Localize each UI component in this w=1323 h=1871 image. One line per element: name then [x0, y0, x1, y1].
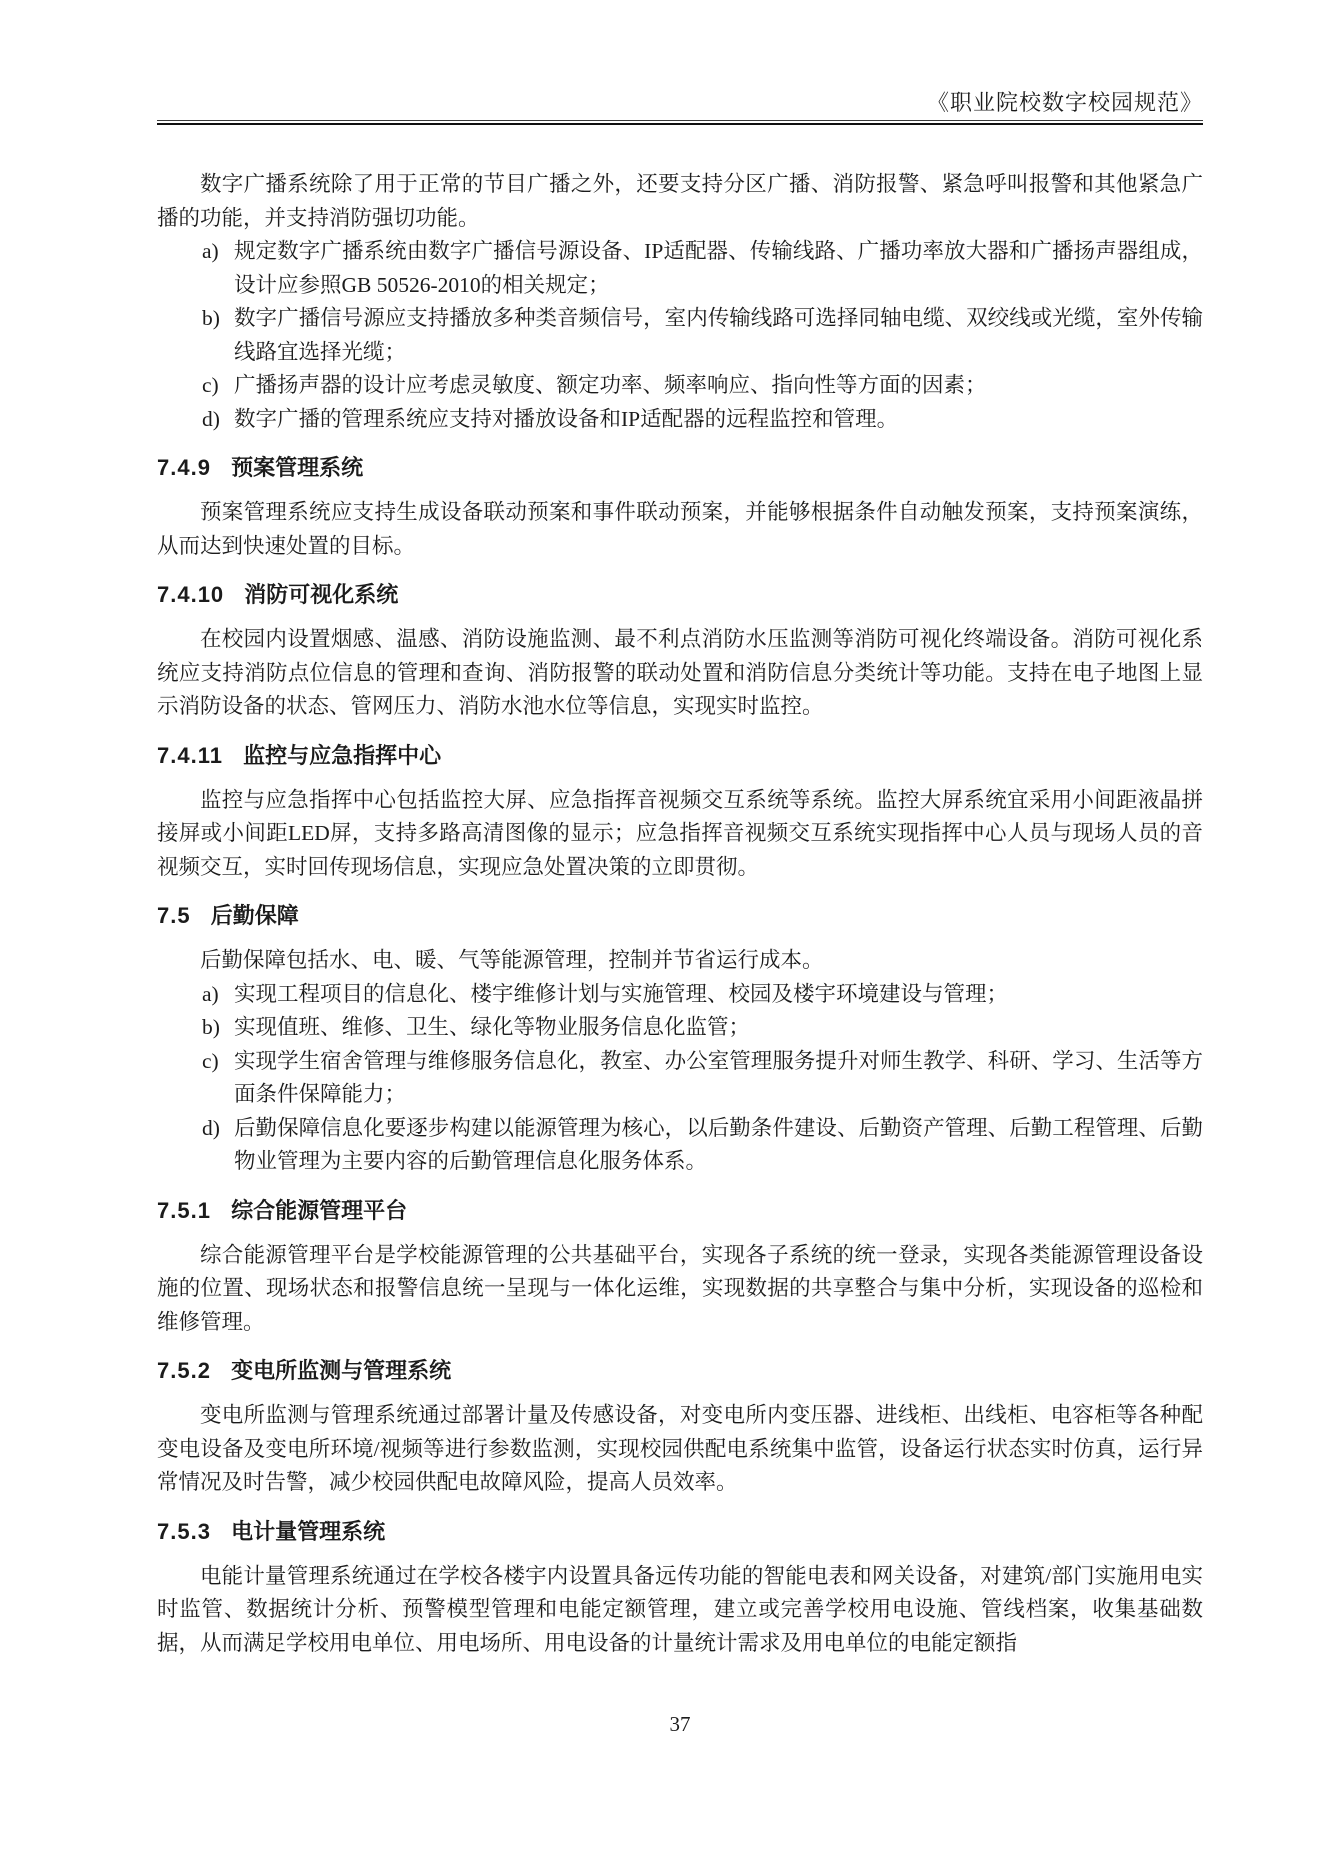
list-item-label: d): [202, 1115, 220, 1140]
section-heading-7-4-9: [157, 451, 1203, 484]
section-number: 7.5: [157, 903, 191, 928]
list-item: [157, 1112, 1203, 1179]
list-item-text: 数字广播的管理系统应支持对播放设备和IP适配器的远程监控和管理。: [234, 406, 899, 431]
list-item-label: b): [202, 306, 220, 330]
paragraph-7-5-3: 电能计量管理系统通过在学校各楼宇内设置具备远传功能的智能电表和网关设备，对建筑/部门实施用电实时监管、数据统计分析、预警模型管理和电能定额管理，建立或完善学校用电设施、管线档案，收集基础数据，从而满足学校用电单位、用电场所、用电设备的计量统计需求及用电单位的电能定额指: [157, 1563, 1203, 1655]
list-item-text: 数字广播信号源应支持播放多种类音频信号，室内传输线路可选择同轴电缆、双绞线或光缆，室外传输线路宜选择光缆；: [234, 306, 1203, 364]
paragraph-7-4-10: 在校园内设置烟感、温感、消防设施监测、最不利点消防水压监测等消防可视化终端设备。消防可视化系统应支持消防点位信息的管理和查询、消防报警的联动处置和消防信息分类统计等功能。支持在电子地图上显示消防设备的状态、管网压力、消防水池水位等信息，实现实时监控。: [157, 627, 1203, 718]
section-heading-7-5-2: [157, 1354, 1203, 1387]
section-heading-7-4-11: [157, 739, 1203, 772]
list-item-label: a): [202, 981, 219, 1006]
list-item: [157, 1011, 1203, 1045]
section-title: 监控与应急指挥中心: [243, 742, 442, 768]
section-number: 7.4.10: [157, 582, 225, 607]
list-item-text: 实现工程项目的信息化、楼宇维修计划与实施管理、校园及楼宇环境建设与管理；: [234, 981, 1009, 1006]
list-item-label: c): [202, 373, 219, 397]
list-broadcast: [157, 235, 1203, 436]
paragraph-7-5-1: 综合能源管理平台是学校能源管理的公共基础平台，实现各子系统的统一登录，实现各类能源管理设备设施的位置、现场状态和报警信息统一呈现与一体化运维，实现数据的共享整合与集中分析，实现设备的巡检和维修管理。: [157, 1242, 1203, 1334]
list-item-text: 实现学生宿舍管理与维修服务信息化，教室、办公室管理服务提升对师生教学、科研、学习、生活等方面条件保障能力；: [234, 1048, 1203, 1106]
paragraph-7-5-2: 变电所监测与管理系统通过部署计量及传感设备，对变电所内变压器、进线柜、出线柜、电容柜等各种配变电设备及变电所环境/视频等进行参数监测，实现校园供配电系统集中监管，设备运行状态实时仿真，运行异常情况及时告警，减少校园供配电故障风险，提高人员效率。: [157, 1403, 1203, 1494]
page-number: 37: [669, 1712, 691, 1736]
list-item: [157, 302, 1203, 369]
section-title: 后勤保障: [210, 903, 299, 928]
paragraph-7-5: 后勤保障包括水、电、暖、气等能源管理，控制并节省运行成本。: [200, 948, 824, 972]
section-heading-7-4-10: [157, 578, 1203, 611]
list-item-text: 后勤保障信息化要逐步构建以能源管理为核心，以后勤条件建设、后勤资产管理、后勤工程管理、后勤物业管理为主要内容的后勤管理信息化服务体系。: [234, 1115, 1203, 1173]
section-heading-7-5-1: [157, 1194, 1203, 1227]
section-title: 电计量管理系统: [231, 1518, 386, 1544]
section-number: 7.5.3: [157, 1518, 211, 1544]
list-item: [157, 978, 1203, 1012]
list-item: [157, 1045, 1203, 1112]
paragraph-intro: 数字广播系统除了用于正常的节目广播之外，还要支持分区广播、消防报警、紧急呼叫报警和其他紧急广播的功能，并支持消防强切功能。: [157, 172, 1203, 230]
page-footer: [157, 1712, 1203, 1737]
paragraph-7-4-11: 监控与应急指挥中心包括监控大屏、应急指挥音视频交互系统等系统。监控大屏系统宜采用小间距液晶拼接屏或小间距LED屏，支持多路高清图像的显示；应急指挥音视频交互系统实现指挥中心人员与现场人员的音视频交互，实时回传现场信息，实现应急处置决策的立即贯彻。: [157, 787, 1203, 879]
section-number: 7.4.9: [157, 455, 211, 480]
section-title: 预案管理系统: [231, 455, 364, 480]
header-title: 《职业院校数字校园规范》: [926, 90, 1203, 115]
list-item-text: 规定数字广播系统由数字广播信号源设备、IP适配器、传输线路、广播功率放大器和广播扬声器组成，设计应参照GB 50526-2010的相关规定；: [234, 239, 1203, 297]
list-item-label: d): [202, 406, 220, 431]
section-number: 7.5.1: [157, 1197, 211, 1223]
header-rule: [157, 120, 1203, 125]
section-heading-7-5: [157, 899, 1203, 932]
page-header: [157, 90, 1203, 125]
list-item-label: a): [202, 239, 219, 263]
list-item: [157, 235, 1203, 302]
list-logistics: [157, 978, 1203, 1179]
section-heading-7-5-3: [157, 1515, 1203, 1548]
list-item: [157, 369, 1203, 403]
list-item: [157, 403, 1203, 437]
paragraph-7-4-9: 预案管理系统应支持生成设备联动预案和事件联动预案，并能够根据条件自动触发预案，支持预案演练，从而达到快速处置的目标。: [157, 500, 1203, 558]
list-item-text: 广播扬声器的设计应考虑灵敏度、额定功率、频率响应、指向性等方面的因素；: [234, 373, 987, 397]
page-content: [157, 168, 1203, 1660]
section-title: 消防可视化系统: [244, 582, 399, 607]
section-number: 7.5.2: [157, 1358, 211, 1383]
list-item-text: 实现值班、维修、卫生、绿化等物业服务信息化监管；: [234, 1015, 751, 1039]
section-title: 变电所监测与管理系统: [231, 1358, 452, 1383]
section-title: 综合能源管理平台: [231, 1197, 408, 1223]
list-item-label: b): [202, 1015, 220, 1039]
section-number: 7.4.11: [157, 742, 223, 768]
list-item-label: c): [202, 1048, 219, 1073]
